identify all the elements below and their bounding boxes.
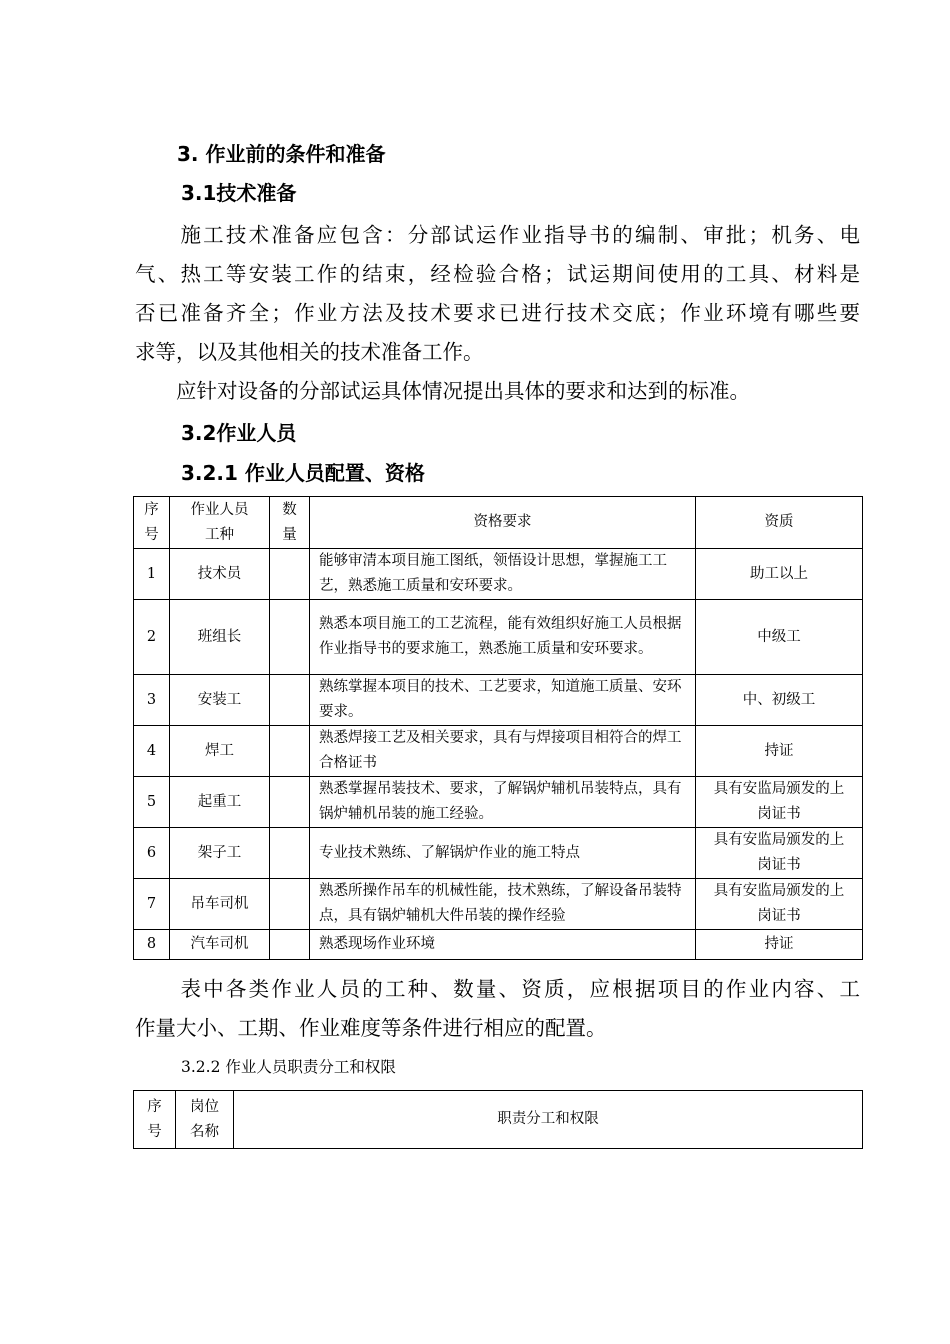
- cell-no: 2: [134, 600, 170, 675]
- cell-no: 7: [134, 879, 170, 930]
- cell-qualification: 具有安监局颁发的上岗证书: [696, 828, 863, 879]
- table-row: [134, 828, 863, 879]
- cell-worker-type: 安装工: [170, 675, 270, 726]
- paragraph-line: 气、热工等安装工作的结束，经检验合格；试运期间使用的工具、材料是: [135, 262, 860, 286]
- section-heading-3-2: 3.2作业人员: [181, 421, 297, 445]
- cell-qualification: 具有安监局颁发的上岗证书: [696, 777, 863, 828]
- cell-quantity: [270, 726, 310, 777]
- header-cell-no: 序 号: [134, 1091, 176, 1149]
- cell-no: 4: [134, 726, 170, 777]
- cell-requirements: 能够审清本项目施工图纸，领悟设计思想，掌握施工工艺，熟悉施工质量和安环要求。: [310, 549, 696, 600]
- cell-requirements: 熟悉焊接工艺及相关要求，具有与焊接项目相符合的焊工合格证书: [310, 726, 696, 777]
- paragraph-technical-preparation: [135, 216, 860, 372]
- paragraph-line: 应针对设备的分部试运具体情况提出具体的要求和达到的标准。: [135, 379, 750, 403]
- cell-qualification: 持证: [696, 930, 863, 960]
- header-cell-no: 序 号: [134, 497, 170, 549]
- paragraph-line: 作量大小、工期、作业难度等条件进行相应的配置。: [135, 1016, 607, 1040]
- cell-quantity: [270, 549, 310, 600]
- section-heading-3-2-1: 3.2.1 作业人员配置、资格: [181, 461, 425, 485]
- cell-worker-type: 汽车司机: [170, 930, 270, 960]
- header-cell-requirements: 资格要求: [310, 497, 696, 549]
- paragraph-line: 求等，以及其他相关的技术准备工作。: [135, 340, 484, 364]
- cell-qualification: 助工以上: [696, 549, 863, 600]
- cell-worker-type: 架子工: [170, 828, 270, 879]
- cell-requirements: 熟悉现场作业环境: [310, 930, 696, 960]
- cell-requirements: 熟悉所操作吊车的机械性能，技术熟练，了解设备吊装特点，具有锅炉辅机大件吊装的操作经验: [310, 879, 696, 930]
- cell-no: 5: [134, 777, 170, 828]
- cell-no: 8: [134, 930, 170, 960]
- table-row: [134, 726, 863, 777]
- paragraph-line: 表中各类作业人员的工种、数量、资质，应根据项目的作业内容、工: [135, 977, 860, 1001]
- cell-quantity: [270, 828, 310, 879]
- cell-qualification: 具有安监局颁发的上岗证书: [696, 879, 863, 930]
- cell-quantity: [270, 930, 310, 960]
- table-row: [134, 600, 863, 675]
- table-row: [134, 930, 863, 960]
- cell-requirements: 熟悉本项目施工的工艺流程，能有效组织好施工人员根据作业指导书的要求施工，熟悉施工质量和安环要求。: [310, 600, 696, 675]
- table-row: [134, 675, 863, 726]
- cell-quantity: [270, 777, 310, 828]
- header-cell-worker-type: 作业人员 工种: [170, 497, 270, 549]
- paragraph-line: 施工技术准备应包含：分部试运作业指导书的编制、审批；机务、电: [135, 223, 860, 247]
- header-cell-qualification: 资质: [696, 497, 863, 549]
- section-heading-3: 3. 作业前的条件和准备: [177, 142, 386, 166]
- cell-no: 3: [134, 675, 170, 726]
- section-heading-3-2-2: 3.2.2 作业人员职责分工和权限: [181, 1058, 396, 1076]
- cell-quantity: [270, 675, 310, 726]
- cell-no: 6: [134, 828, 170, 879]
- paragraph-standards: [135, 372, 860, 411]
- cell-requirements: 熟悉掌握吊装技术、要求，了解锅炉辅机吊装特点，具有锅炉辅机吊装的施工经验。: [310, 777, 696, 828]
- header-cell-duties: 职责分工和权限: [234, 1091, 863, 1149]
- cell-worker-type: 吊车司机: [170, 879, 270, 930]
- cell-requirements: 熟练掌握本项目的技术、工艺要求，知道施工质量、安环要求。: [310, 675, 696, 726]
- header-cell-quantity: 数 量: [270, 497, 310, 549]
- table-row: [134, 549, 863, 600]
- cell-worker-type: 起重工: [170, 777, 270, 828]
- paragraph-line: 否已准备齐全；作业方法及技术要求已进行技术交底；作业环境有哪些要: [135, 301, 860, 325]
- cell-qualification: 中级工: [696, 600, 863, 675]
- cell-worker-type: 班组长: [170, 600, 270, 675]
- cell-quantity: [270, 600, 310, 675]
- cell-qualification: 持证: [696, 726, 863, 777]
- cell-no: 1: [134, 549, 170, 600]
- section-heading-3-1: 3.1技术准备: [181, 181, 297, 205]
- table-row: [134, 879, 863, 930]
- cell-worker-type: 焊工: [170, 726, 270, 777]
- responsibility-table: [133, 1090, 863, 1149]
- header-cell-position: 岗位 名称: [176, 1091, 234, 1149]
- table-header-row: [134, 1091, 863, 1149]
- cell-qualification: 中、初级工: [696, 675, 863, 726]
- paragraph-table-note: [135, 970, 860, 1048]
- cell-quantity: [270, 879, 310, 930]
- table-row: [134, 777, 863, 828]
- cell-worker-type: 技术员: [170, 549, 270, 600]
- cell-requirements: 专业技术熟练、了解锅炉作业的施工特点: [310, 828, 696, 879]
- table-header-row: [134, 497, 863, 549]
- personnel-qualification-table: [133, 496, 863, 960]
